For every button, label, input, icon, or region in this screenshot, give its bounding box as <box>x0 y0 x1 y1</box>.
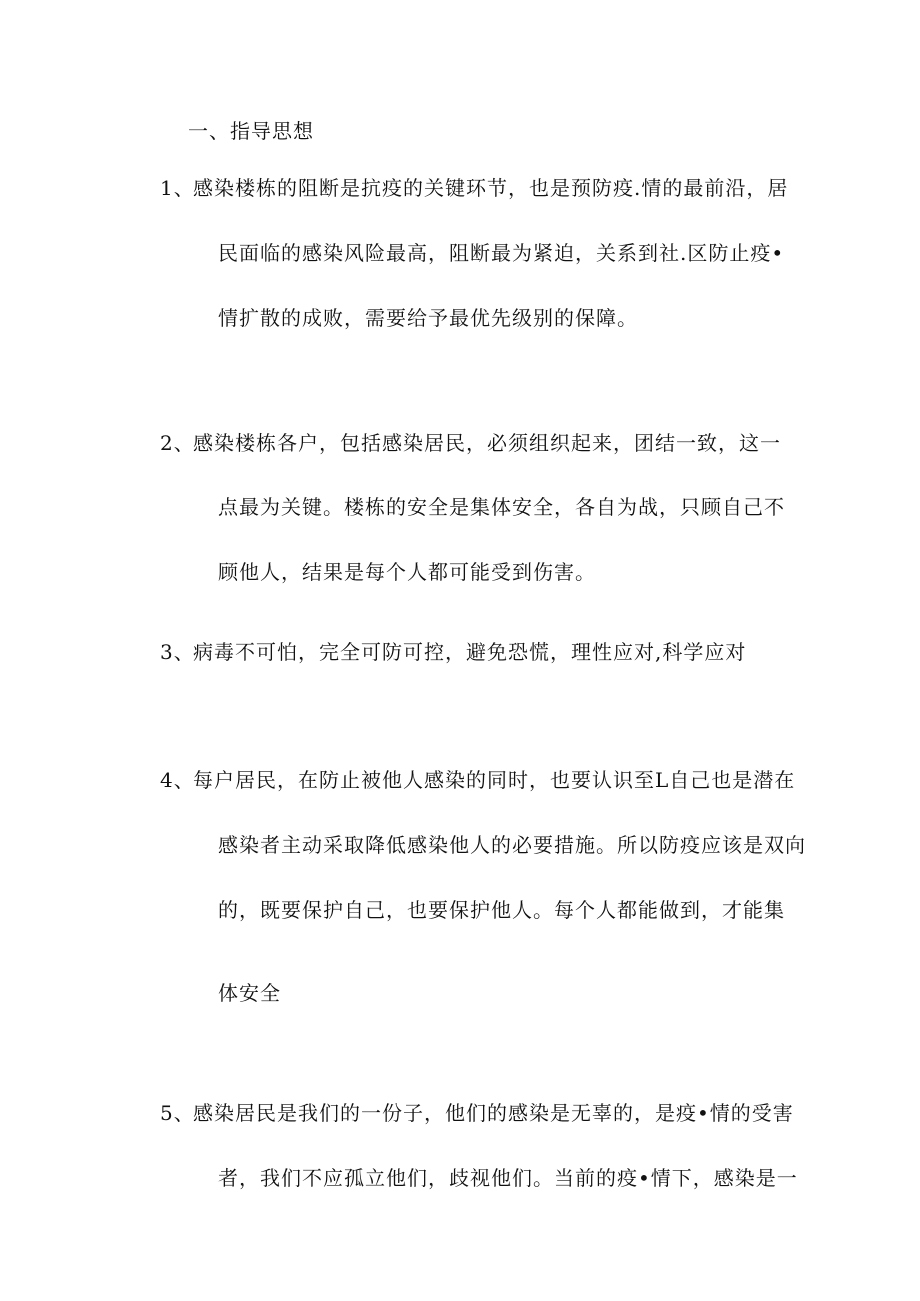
section-heading: 一、指导思想 <box>188 119 314 143</box>
item-2-number: 2、 <box>160 431 195 455</box>
item-4-number: 4、 <box>160 768 195 792</box>
item-5-number: 5、 <box>160 1101 195 1125</box>
item-3-line-1: 病毒不可怕，完全可防可控，避免恐慌，理性应对,科学应对 <box>193 640 747 664</box>
item-5-line-1: 感染居民是我们的一份子，他们的感染是无辜的，是疫•情的受害 <box>193 1101 794 1125</box>
item-1-line-1: 感染楼栋的阻断是抗疫的关键环节，也是预防疫.情的最前沿，居 <box>193 176 789 200</box>
item-4-line-3: 的，既要保护自己，也要保护他人。每个人都能做到，才能集 <box>218 898 785 922</box>
item-4-line-2: 感染者主动采取降低感染他人的必要措施。所以防疫应该是双向 <box>218 833 806 857</box>
item-2-line-2: 点最为关键。楼栋的安全是集体安全，各自为战，只顾自己不 <box>218 495 785 519</box>
item-1-line-2: 民面临的感染风险最高，阻断最为紧迫，关系到社.区防止疫• <box>218 241 785 265</box>
item-1-number: 1、 <box>160 176 195 200</box>
item-4-line-4: 体安全 <box>218 981 281 1005</box>
item-2-line-3: 顾他人，结果是每个人都可能受到伤害。 <box>218 560 596 584</box>
item-3-number: 3、 <box>160 640 195 664</box>
item-5-line-2: 者，我们不应孤立他们，歧视他们。当前的疫•情下，感染是一 <box>218 1166 798 1190</box>
item-4-line-1: 每户居民，在防止被他人感染的同时，也要认识至L自己也是潜在 <box>193 768 796 792</box>
item-1-line-3: 情扩散的成败，需要给予最优先级别的保障。 <box>218 306 638 330</box>
item-2-line-1: 感染楼栋各户，包括感染居民，必须组织起来，团结一致，这一 <box>193 431 781 455</box>
